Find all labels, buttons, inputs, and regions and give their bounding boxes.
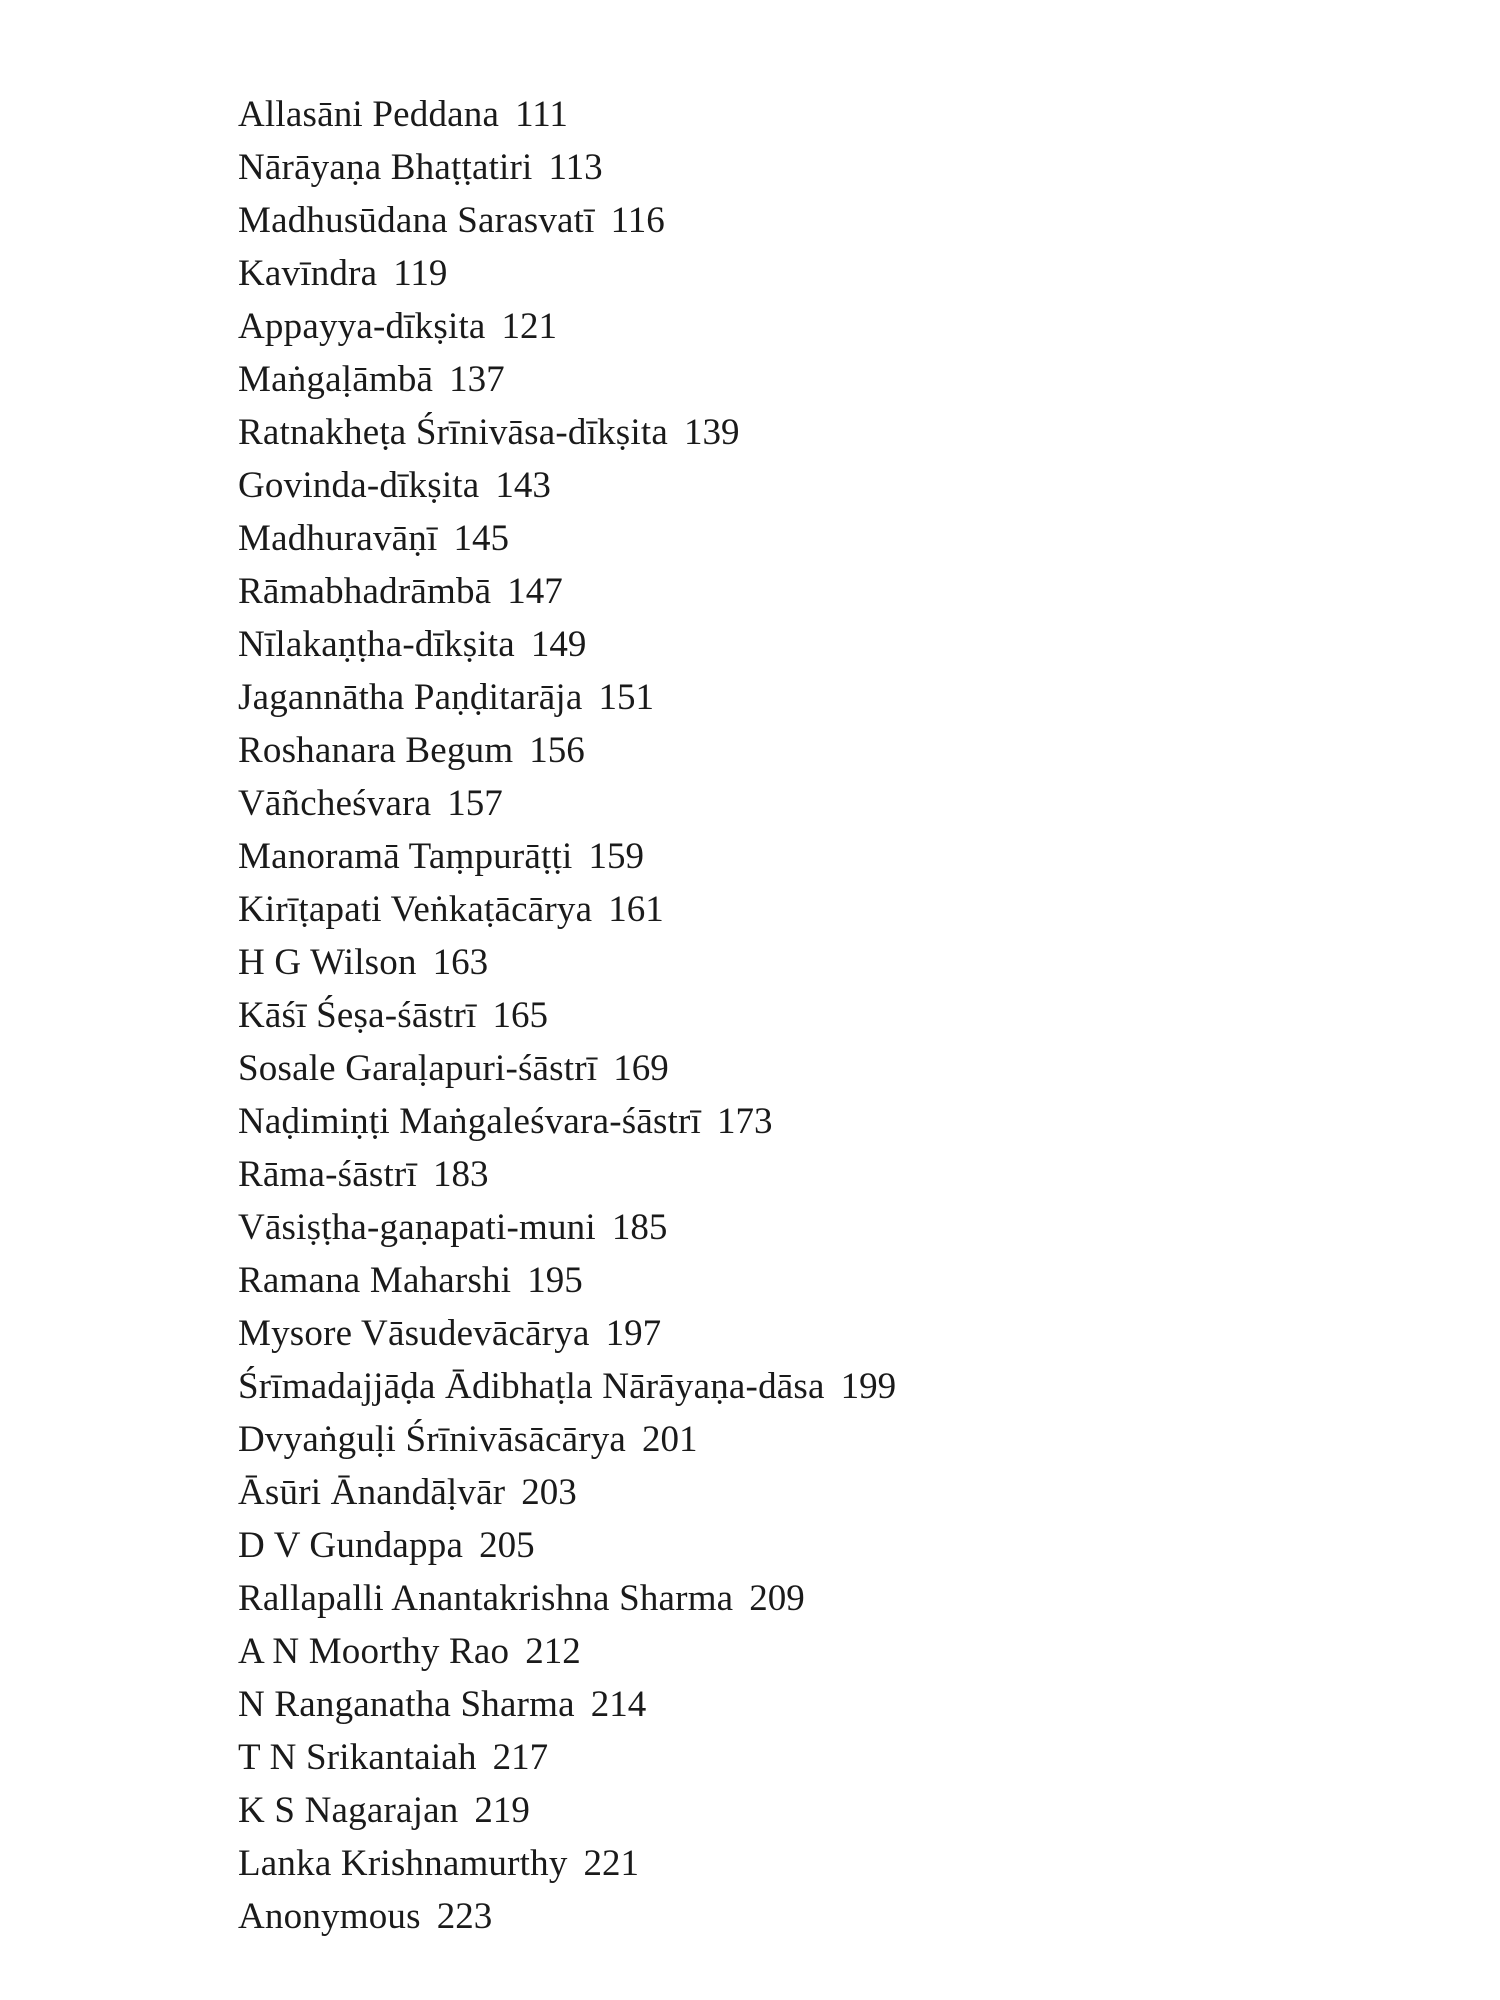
- entry-page-number: 195: [527, 1260, 583, 1301]
- entry-page-number: 151: [598, 677, 654, 718]
- contents-entry: [238, 141, 896, 194]
- contents-entry: [238, 671, 896, 724]
- entry-author-name: Nārāyaṇa Bhaṭṭatiri: [238, 147, 533, 188]
- entry-page-number: 143: [495, 465, 551, 506]
- contents-entry: [238, 565, 896, 618]
- entry-author-name: D V Gundappa: [238, 1525, 464, 1566]
- entry-author-name: Śrīmadajjāḍa Ādibhaṭla Nārāyaṇa-dāsa: [238, 1366, 825, 1407]
- entry-page-number: 111: [515, 94, 568, 135]
- entry-page-number: 156: [529, 730, 585, 771]
- entry-page-number: 145: [453, 518, 509, 559]
- entry-page-number: 217: [492, 1737, 549, 1778]
- entry-page-number: 209: [749, 1578, 805, 1619]
- entry-author-name: A N Moorthy Rao: [238, 1631, 510, 1672]
- entry-author-name: Maṅgaḷāmbā: [238, 359, 434, 400]
- entry-author-name: Kāśī Śeṣa-śāstrī: [238, 995, 477, 1036]
- entry-author-name: Naḍimiṇṭi Maṅgaleśvara-śāstrī: [238, 1101, 702, 1142]
- entry-author-name: Vāsiṣṭha-gaṇapati-muni: [238, 1207, 596, 1248]
- contents-entry: [238, 777, 896, 830]
- contents-entry: [238, 1254, 896, 1307]
- entry-page-number: 201: [642, 1419, 698, 1460]
- entry-page-number: 116: [610, 200, 665, 241]
- entry-author-name: Jagannātha Paṇḍitarāja: [238, 677, 583, 718]
- entry-author-name: Lanka Krishnamurthy: [238, 1843, 568, 1884]
- contents-list: [238, 88, 896, 1943]
- contents-entry: [238, 1360, 896, 1413]
- entry-author-name: Ratnakheṭa Śrīnivāsa-dīkṣita: [238, 412, 668, 453]
- contents-entry: [238, 1572, 896, 1625]
- entry-author-name: Rallapalli Anantakrishna Sharma: [238, 1578, 734, 1619]
- entry-page-number: 169: [613, 1048, 669, 1089]
- contents-entry: [238, 989, 896, 1042]
- entry-author-name: N Ranganatha Sharma: [238, 1684, 575, 1725]
- entry-page-number: 119: [393, 253, 448, 294]
- contents-entry: [238, 406, 896, 459]
- contents-entry: [238, 1678, 896, 1731]
- entry-page-number: 223: [436, 1896, 493, 1937]
- entry-page-number: 197: [605, 1313, 662, 1354]
- entry-author-name: Roshanara Begum: [238, 730, 514, 771]
- entry-page-number: 173: [717, 1101, 773, 1142]
- contents-entry: [238, 194, 896, 247]
- contents-entry: [238, 883, 896, 936]
- entry-page-number: 163: [432, 942, 489, 983]
- contents-entry: [238, 1042, 896, 1095]
- entry-page-number: 113: [548, 147, 603, 188]
- contents-entry: [238, 512, 896, 565]
- contents-entry: [238, 1095, 896, 1148]
- entry-page-number: 157: [447, 783, 503, 824]
- contents-entry: [238, 1466, 896, 1519]
- entry-author-name: Nīlakaṇṭha-dīkṣita: [238, 624, 515, 665]
- contents-entry: [238, 300, 896, 353]
- entry-author-name: Dvyaṅguḷi Śrīnivāsācārya: [238, 1419, 627, 1460]
- entry-page-number: 139: [683, 412, 740, 453]
- contents-entry: [238, 1413, 896, 1466]
- entry-author-name: Vāñcheśvara: [238, 783, 432, 824]
- entry-author-name: Ramana Maharshi: [238, 1260, 512, 1301]
- entry-author-name: Kirīṭapati Veṅkaṭācārya: [238, 889, 593, 930]
- contents-entry: [238, 1201, 896, 1254]
- entry-page-number: 203: [521, 1472, 577, 1513]
- entry-page-number: 121: [501, 306, 558, 347]
- contents-entry: [238, 1890, 896, 1943]
- contents-entry: [238, 1625, 896, 1678]
- entry-author-name: Appayya-dīkṣita: [238, 306, 486, 347]
- entry-page-number: 159: [588, 836, 644, 877]
- entry-page-number: 221: [583, 1843, 640, 1884]
- entry-author-name: Anonymous: [238, 1896, 421, 1937]
- contents-entry: [238, 724, 896, 777]
- contents-entry: [238, 459, 896, 512]
- contents-entry: [238, 830, 896, 883]
- entry-author-name: T N Srikantaiah: [238, 1737, 477, 1778]
- entry-page-number: 185: [611, 1207, 668, 1248]
- entry-author-name: Sosale Garaḷapuri-śāstrī: [238, 1048, 598, 1089]
- contents-entry: [238, 1519, 896, 1572]
- entry-page-number: 165: [492, 995, 549, 1036]
- contents-entry: [238, 247, 896, 300]
- contents-entry: [238, 353, 896, 406]
- entry-page-number: 137: [449, 359, 505, 400]
- entry-page-number: 147: [507, 571, 563, 612]
- entry-author-name: Kavīndra: [238, 253, 378, 294]
- contents-entry: [238, 1731, 896, 1784]
- contents-entry: [238, 618, 896, 671]
- entry-page-number: 161: [608, 889, 664, 930]
- entry-author-name: Madhuravāṇī: [238, 518, 438, 559]
- contents-entry: [238, 1784, 896, 1837]
- entry-page-number: 183: [432, 1154, 489, 1195]
- entry-author-name: K S Nagarajan: [238, 1790, 459, 1831]
- contents-entry: [238, 1307, 896, 1360]
- entry-author-name: Allasāni Peddana: [238, 94, 500, 135]
- entry-author-name: Govinda-dīkṣita: [238, 465, 480, 506]
- contents-entry: [238, 1148, 896, 1201]
- entry-author-name: Rāmabhadrāmbā: [238, 571, 492, 612]
- entry-author-name: Manoramā Taṃpurāṭṭi: [238, 836, 573, 877]
- contents-entry: [238, 88, 896, 141]
- entry-page-number: 219: [474, 1790, 530, 1831]
- entry-author-name: Rāma-śāstrī: [238, 1154, 417, 1195]
- entry-author-name: Āsūri Ānandāḷvār: [238, 1472, 506, 1513]
- entry-author-name: H G Wilson: [238, 942, 417, 983]
- entry-page-number: 212: [525, 1631, 581, 1672]
- contents-entry: [238, 936, 896, 989]
- entry-author-name: Mysore Vāsudevācārya: [238, 1313, 590, 1354]
- entry-page-number: 149: [530, 624, 587, 665]
- entry-author-name: Madhusūdana Sarasvatī: [238, 200, 595, 241]
- contents-entry: [238, 1837, 896, 1890]
- entry-page-number: 214: [590, 1684, 647, 1725]
- entry-page-number: 199: [840, 1366, 897, 1407]
- entry-page-number: 205: [479, 1525, 535, 1566]
